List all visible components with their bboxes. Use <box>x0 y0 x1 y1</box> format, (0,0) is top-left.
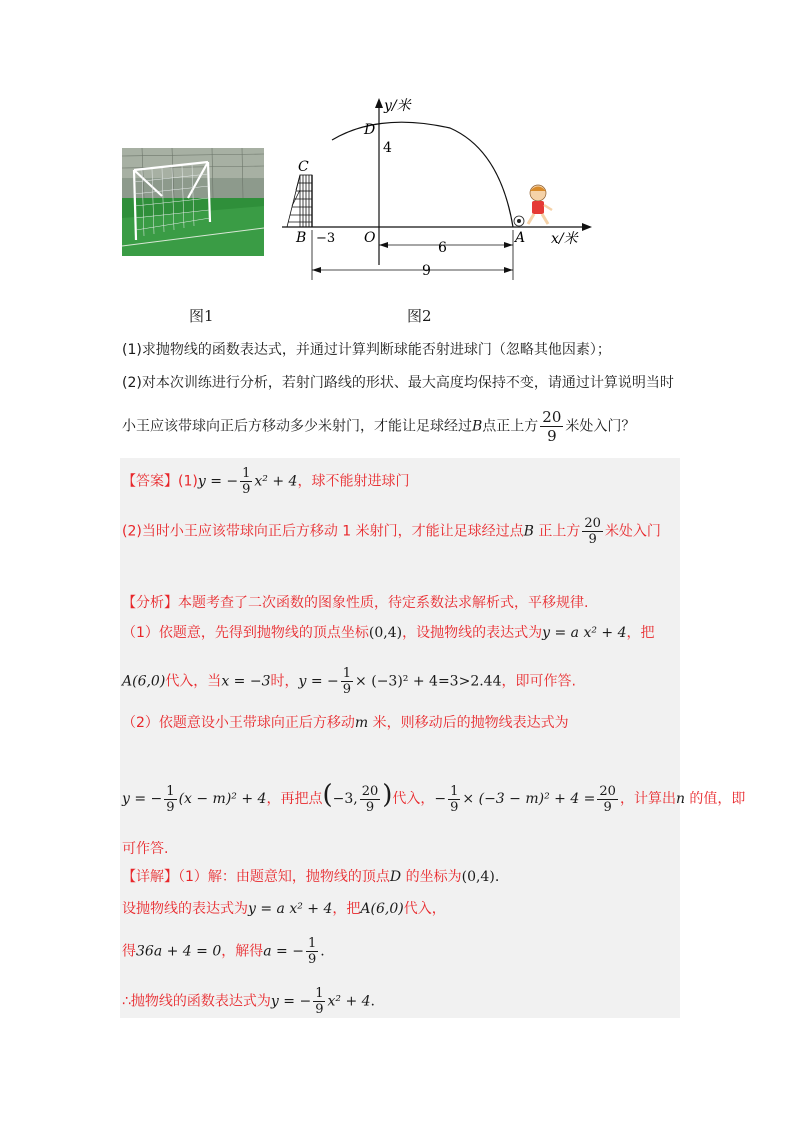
x-axis-label: x/米 <box>551 231 578 247</box>
goal-photo <box>122 148 264 256</box>
detail-line-3: 得36a + 4 = 0，解得a = − $\frac{1}{9}$ . <box>122 936 325 967</box>
parabola-diagram <box>270 90 600 290</box>
analysis-line-1: 【分析】本题考查了二次函数的图象性质，待定系数法求解析式，平移规律. <box>122 595 589 611</box>
figure-2-caption: 图2 <box>407 307 432 325</box>
question-part-2-cont: 小王应该带球向正后方移动多少米射门，才能让足球经过B点正上方 $\frac{20}{9}$ 米处入门？ <box>122 408 636 445</box>
label-6: 6 <box>438 240 447 256</box>
detail-line-4: ∴抛物线的函数表达式为y = − $\frac{1}{9}$ x² + 4. <box>122 986 375 1017</box>
label-O: O <box>364 230 376 246</box>
question-part-2: (2)对本次训练进行分析，若射门路线的形状、最大高度均保持不变，请通过计算说明当时 <box>122 375 674 391</box>
label-9: 9 <box>422 263 431 279</box>
label-C: C <box>298 159 309 175</box>
label-4: 4 <box>383 140 392 156</box>
answer-line-2: (2)当时小王应该带球向正后方移动 1 米射门，才能让足球经过点B 正上方 $\frac{20}{9}$ 米处入门 <box>122 516 661 547</box>
question-part-1: (1)求抛物线的函数表达式，并通过计算判断球能否射进球门（忽略其他因素）； <box>122 342 611 358</box>
analysis-line-6: 可作答. <box>122 841 169 857</box>
analysis-line-2: （1）依题意，先得到抛物线的顶点坐标(0,4)，设抛物线的表达式为y = a x² + 4，把 <box>122 625 655 641</box>
analysis-line-4: （2）依题意设小王带球向正后方移动m 米，则移动后的抛物线表达式为 <box>122 715 569 731</box>
label-B: B <box>296 230 307 246</box>
label-D: D <box>364 122 376 138</box>
analysis-line-5: y = − $\frac{1}{9}$ (x − m)² + 4，再把点(−3, $\frac{20}{9}$ )代入，− $\frac{1}{9}$ × (−3 − m)² + 4 = $\frac{20}{9}$ ，计算出n 的值，即 <box>122 780 746 815</box>
analysis-line-3: A(6,0)代入，当x = −3时，y = − $\frac{1}{9}$ × (−3)² + 4=3>2.44，即可作答. <box>122 666 576 697</box>
fraction-20-9: $\frac{20}{9}$ <box>542 408 562 445</box>
label-neg3: −3 <box>316 231 336 246</box>
detail-line-1: 【详解】（1）解：由题意知，抛物线的顶点D 的坐标为(0,4). <box>122 869 500 885</box>
figure-1-caption: 图1 <box>189 307 214 325</box>
detail-line-2: 设抛物线的表达式为y = a x² + 4，把A(6,0)代入， <box>122 901 446 917</box>
label-A: A <box>515 230 526 246</box>
answer-line-1: 【答案】(1)y = − $\frac{1}{9}$ x² + 4，球不能射进球门 <box>122 466 410 497</box>
y-axis-label: y/米 <box>384 98 411 114</box>
